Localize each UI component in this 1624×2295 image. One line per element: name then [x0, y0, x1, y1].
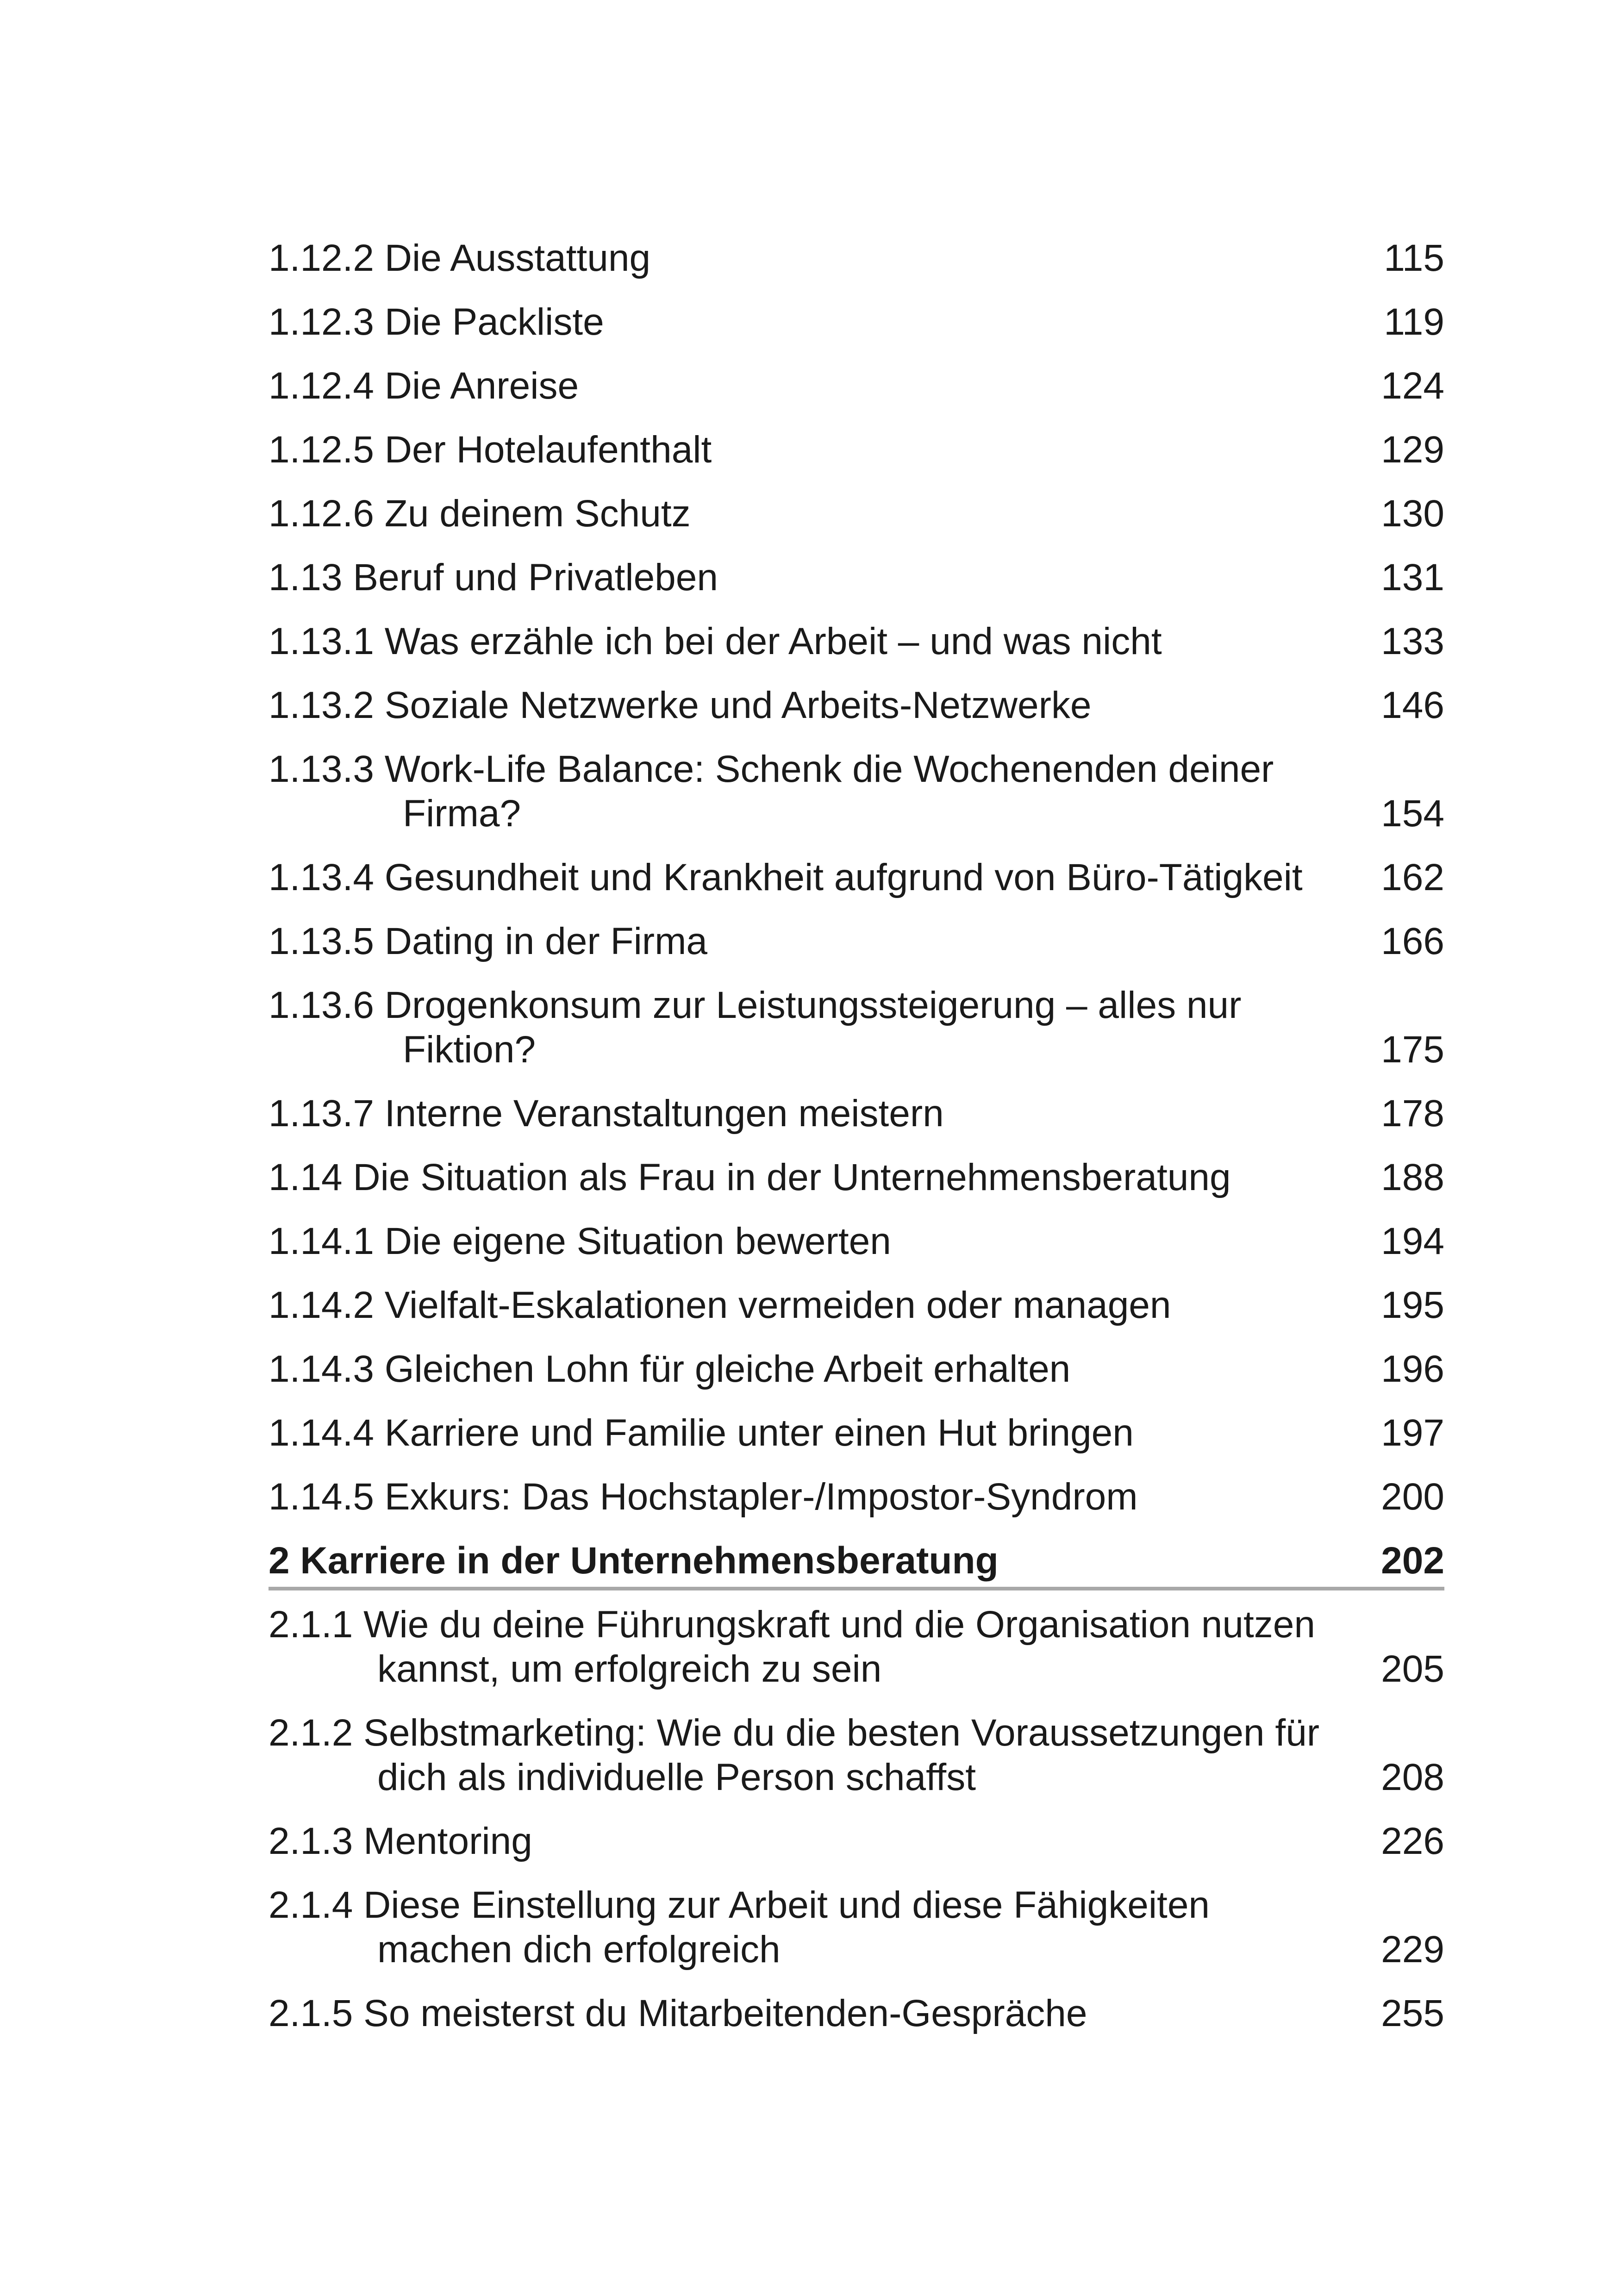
- toc-entry: [269, 300, 1444, 344]
- toc-entry-title-continuation: Fiktion?: [403, 1029, 536, 1071]
- toc-entry-title: 1.14.3 Gleichen Lohn für gleiche Arbeit erhalten: [269, 1348, 1071, 1390]
- toc-entry: [269, 619, 1444, 664]
- toc-entry-title: 1.13.3 Work-Life Balance: Schenk die Wochenenden deiner: [269, 748, 1274, 790]
- toc-entry-title-continuation: dich als individuelle Person schaffst: [377, 1756, 976, 1798]
- toc-entry-title: 1.13.4 Gesundheit und Krankheit aufgrund von Büro-Tätigkeit: [269, 856, 1303, 898]
- toc-page-number: 205: [1381, 1648, 1444, 1690]
- toc-entry-title: 1.13 Beruf und Privatleben: [269, 556, 718, 599]
- toc-entry: [269, 1219, 1444, 1264]
- toc-page-number: 200: [1381, 1476, 1444, 1518]
- toc-page-number: 154: [1381, 792, 1444, 835]
- toc-page-number: 124: [1381, 365, 1444, 407]
- chapter-divider: [269, 1587, 1444, 1590]
- chapter-page-number: 202: [1381, 1540, 1444, 1582]
- toc-entry-title: 1.14.1 Die eigene Situation bewerten: [269, 1220, 891, 1262]
- toc-page-number: 229: [1381, 1928, 1444, 1971]
- toc-page-number: 178: [1381, 1092, 1444, 1135]
- toc-entry-title: 2.1.4 Diese Einstellung zur Arbeit und diese Fähigkeiten: [269, 1884, 1210, 1926]
- toc-entry-title: 2.1.2 Selbstmarketing: Wie du die besten Voraussetzungen für: [269, 1712, 1320, 1754]
- toc-entry: [269, 1283, 1444, 1328]
- toc-page-number: 131: [1381, 556, 1444, 599]
- toc-entry: [269, 1475, 1444, 1519]
- toc-entry-title: 1.12.5 Der Hotelaufenthalt: [269, 429, 712, 471]
- toc-page-number: 146: [1381, 684, 1444, 726]
- toc-page-number: 194: [1381, 1220, 1444, 1262]
- toc-entry-title: 2.1.1 Wie du deine Führungskraft und die Organisation nutzen: [269, 1603, 1315, 1646]
- toc-entry: [269, 1091, 1444, 1136]
- toc-page-number: 188: [1381, 1156, 1444, 1198]
- toc-entry: [269, 492, 1444, 536]
- toc-entry: [269, 1603, 1444, 1691]
- toc-entry-title-continuation: machen dich erfolgreich: [377, 1928, 781, 1971]
- toc-entry: [269, 919, 1444, 964]
- toc-entry-title: 1.12.2 Die Ausstattung: [269, 237, 651, 279]
- toc-page-number: 115: [1384, 237, 1444, 279]
- toc-entry: [269, 1819, 1444, 1864]
- toc-entry-title: 2.1.5 So meisterst du Mitarbeitenden-Gespräche: [269, 1992, 1087, 2034]
- toc-entry: [269, 1883, 1444, 1972]
- toc-entry-title: 1.13.7 Interne Veranstaltungen meistern: [269, 1092, 944, 1135]
- toc-page-number: 175: [1381, 1029, 1444, 1071]
- toc-entry: [269, 683, 1444, 728]
- toc-page-number: 196: [1381, 1348, 1444, 1390]
- toc-page-number: 119: [1384, 301, 1444, 343]
- toc-entry: [269, 1155, 1444, 1200]
- toc-entry-title: 1.14 Die Situation als Frau in der Unternehmensberatung: [269, 1156, 1231, 1198]
- toc-entry: [269, 855, 1444, 900]
- toc-entry-title-continuation: kannst, um erfolgreich zu sein: [377, 1648, 882, 1690]
- toc-entry: [269, 1347, 1444, 1391]
- toc-entry: [269, 983, 1444, 1072]
- toc-entry: [269, 555, 1444, 600]
- toc-entry-title: 1.12.4 Die Anreise: [269, 365, 579, 407]
- toc-page-number: 133: [1381, 620, 1444, 662]
- toc-page-number: 197: [1381, 1412, 1444, 1454]
- toc-page-number: 129: [1381, 429, 1444, 471]
- toc-entry-title: 1.14.2 Vielfalt-Eskalationen vermeiden oder managen: [269, 1284, 1171, 1326]
- toc-page-number: 166: [1381, 920, 1444, 962]
- table-of-contents: [269, 236, 1444, 2055]
- toc-entry-title: 1.12.6 Zu deinem Schutz: [269, 493, 691, 535]
- toc-entry-title: 1.13.2 Soziale Netzwerke und Arbeits-Netzwerke: [269, 684, 1092, 726]
- toc-entry: [269, 236, 1444, 281]
- toc-entry-title-continuation: Firma?: [403, 792, 521, 835]
- toc-entry: [269, 428, 1444, 472]
- toc-page-number: 130: [1381, 493, 1444, 535]
- toc-page-number: 208: [1381, 1756, 1444, 1798]
- toc-entry: [269, 1411, 1444, 1455]
- toc-entry: [269, 364, 1444, 408]
- toc-entry: [269, 747, 1444, 836]
- chapter-title: 2 Karriere in der Unternehmensberatung: [269, 1540, 999, 1582]
- toc-entry-title: 1.13.1 Was erzähle ich bei der Arbeit – und was nicht: [269, 620, 1162, 662]
- toc-page-number: 226: [1381, 1820, 1444, 1862]
- toc-page-number: 195: [1381, 1284, 1444, 1326]
- toc-entry-title: 2.1.3 Mentoring: [269, 1820, 532, 1862]
- toc-entry-title: 1.13.5 Dating in der Firma: [269, 920, 708, 962]
- toc-entry-title: 1.14.5 Exkurs: Das Hochstapler-/Impostor-Syndrom: [269, 1476, 1138, 1518]
- toc-chapter-heading: [269, 1539, 1444, 1583]
- toc-entry-title: 1.13.6 Drogenkonsum zur Leistungssteigerung – alles nur: [269, 984, 1242, 1026]
- toc-page-number: 255: [1381, 1992, 1444, 2034]
- toc-entry-title: 1.12.3 Die Packliste: [269, 301, 604, 343]
- toc-entry: [269, 1711, 1444, 1800]
- toc-page-number: 162: [1381, 856, 1444, 898]
- toc-entry-title: 1.14.4 Karriere und Familie unter einen Hut bringen: [269, 1412, 1134, 1454]
- toc-entry: [269, 1991, 1444, 2036]
